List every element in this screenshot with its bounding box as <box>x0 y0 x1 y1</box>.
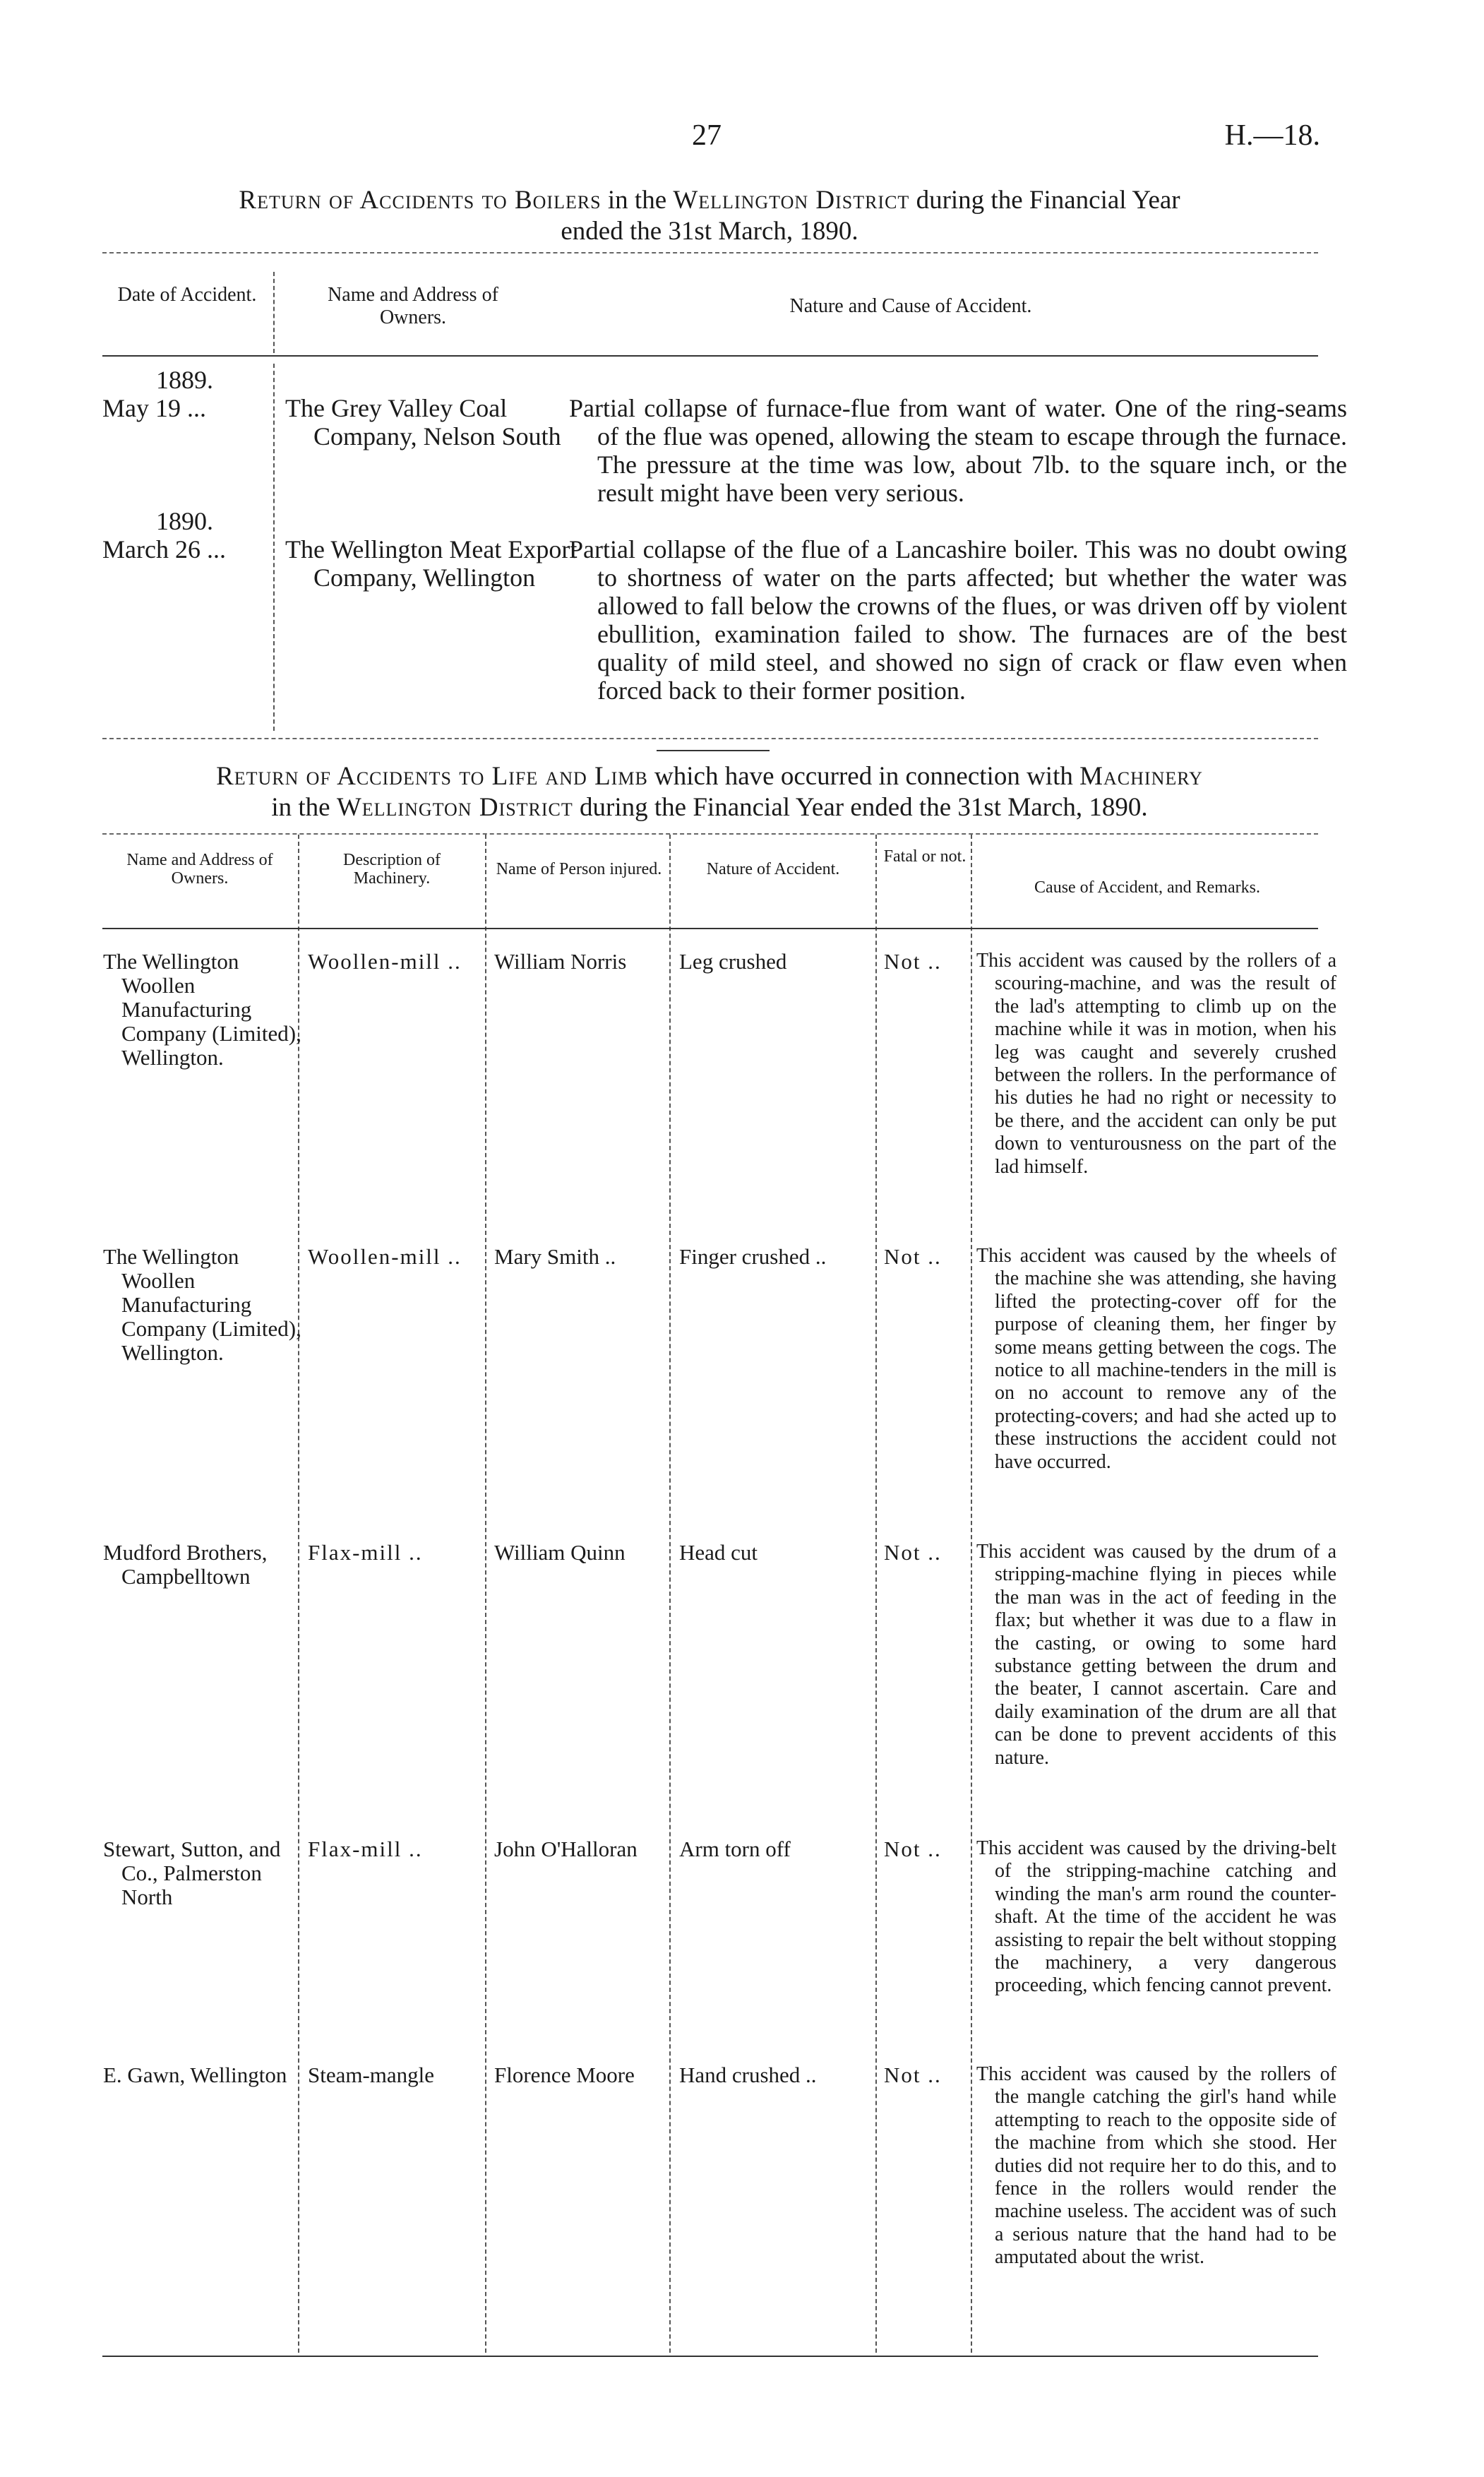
machinery-top-rule <box>102 833 1318 835</box>
boilers-row-year: 1890. <box>156 507 213 535</box>
boilers-title-caps: Return of Accidents to Boilers <box>239 186 602 215</box>
machinery-title-caps: Return of Accidents to Life and Limb <box>216 762 648 791</box>
boilers-title-mid: in the <box>601 186 674 215</box>
boilers-title-district: Wellington District <box>673 186 910 215</box>
machinery-row-machinery: Steam-mangle <box>308 2063 435 2087</box>
machinery-return-title <box>99 761 1320 823</box>
machinery-bottom-rule <box>102 2356 1318 2357</box>
machinery-header-nature: Nature of Accident. <box>706 860 840 878</box>
machinery-row-cause: This accident was caused by the driving-belt of the stripping-machine catching and winding the man's arm round the counter-shaft. At the time of the accident he was assisting to repair the belt without stopping the machinery, a very dangerous proceeding, which fencing cannot prevent. <box>976 1837 1336 1997</box>
machinery-row-nature: Head cut <box>679 1540 758 1565</box>
boilers-row-nature: Partial collapse of the flue of a Lancashire boiler. This was no doubt owing to shortness of water on the parts affected; but whether the water was allowed to fall below the crowns of the flues, or was driven off by violent ebullition, examination failed to show. The furnaces are of the best quality of mild steel, and showed no sign of crack or flaw even when forced back to their former position. <box>569 535 1347 705</box>
boilers-col-divider <box>273 272 275 353</box>
machinery-row-fatal: Not .. <box>884 949 942 974</box>
machinery-row-person: William Norris <box>494 949 627 974</box>
machinery-header-person: Name of Person injured. <box>496 860 662 878</box>
machinery-title-mid: which have occurred in connection with <box>647 762 1080 791</box>
machinery-row-cause: This accident was caused by the rollers of a scouring-machine, and was the result of the lad's attempting to climb up on the machine while it was in motion, when his leg was caught and severely crushed between the rollers. In the performance of his duties he had no right or necessity to be there, and the accident can only be put down to venturousness on the part of the lad himself. <box>976 950 1336 1178</box>
boilers-bottom-rule <box>102 738 1318 739</box>
machinery-row-nature: Finger crushed .. <box>679 1244 827 1269</box>
boilers-row-date <box>102 507 268 563</box>
machinery-row-nature: Leg crushed <box>679 949 787 974</box>
boilers-title-line2: ended the 31st March, 1890. <box>561 217 858 246</box>
machinery-row-person: William Quinn <box>494 1540 626 1565</box>
machinery-row-nature: Hand crushed .. <box>679 2063 817 2087</box>
machinery-header-fatal: Fatal or not. <box>883 847 967 866</box>
boilers-header-rule <box>102 355 1318 357</box>
machinery-row-person: Mary Smith .. <box>494 1244 616 1269</box>
page-number: 27 <box>692 119 722 152</box>
machinery-title-district: Wellington District <box>336 793 573 822</box>
section-separator <box>657 750 770 751</box>
machinery-col-divider <box>875 835 877 2353</box>
machinery-row-nature: Arm torn off <box>679 1837 791 1861</box>
machinery-row-machinery: Flax-mill .. <box>308 1540 423 1565</box>
machinery-col-divider <box>485 835 486 2353</box>
machinery-row-fatal: Not .. <box>884 2063 942 2087</box>
boilers-return-title <box>99 185 1320 247</box>
document-reference: H.—18. <box>1224 119 1320 152</box>
machinery-row-person: John O'Halloran <box>494 1837 638 1861</box>
machinery-row-owners: E. Gawn, Wellington <box>103 2063 287 2087</box>
boilers-row-owners: The Grey Valley Coal Company, Nelson South <box>285 394 561 450</box>
machinery-header-cause: Cause of Accident, and Remarks. <box>1034 878 1260 897</box>
machinery-header-rule <box>102 928 1318 929</box>
machinery-row-cause: This accident was caused by the drum of a stripping-machine flying in pieces while the man was in the act of feeding in the flax; but whether it was due to a flaw in the casting, or owing to some hard substance getting between the drum and the beater, I cannot ascertain. Care and daily examination of the drum are all that can be done to prevent accidents of this nature. <box>976 1541 1336 1769</box>
machinery-row-machinery: Woollen-mill .. <box>308 949 462 974</box>
boilers-header-owners: Name and Address of Owners. <box>328 284 498 328</box>
machinery-row-machinery: Woollen-mill .. <box>308 1244 462 1269</box>
boilers-row-date-value: March 26 ... <box>102 535 226 563</box>
boilers-row-nature: Partial collapse of furnace-flue from want of water. One of the ring-seams of the flue was opened, allowing the steam to escape through the furnace. The pressure at the time was low, about 7lb. to the square inch, or the result might have been very serious. <box>569 394 1347 507</box>
boilers-row-date-value: May 19 ... <box>102 394 206 422</box>
machinery-row-cause: This accident was caused by the wheels of the machine she was attending, she having lifted the protecting-cover off for the purpose of cleaning them, her finger by some means getting between the cogs. The notice to all machine-tenders in the mill is on no account to remove any of the protecting-covers; and had she acted up to these instructions the accident could not have occurred. <box>976 1245 1336 1473</box>
machinery-row-fatal: Not .. <box>884 1244 942 1269</box>
machinery-header-owners: Name and Address of Owners. <box>126 851 273 888</box>
machinery-row-person: Florence Moore <box>494 2063 635 2087</box>
boilers-title-end: during the Financial Year <box>909 186 1180 215</box>
boilers-header-date: Date of Accident. <box>117 284 257 306</box>
boilers-top-rule <box>102 252 1318 253</box>
machinery-col-divider <box>669 835 671 2353</box>
machinery-row-owners: Stewart, Sutton, and Co., Palmerston North <box>103 1837 281 1909</box>
machinery-row-fatal: Not .. <box>884 1540 942 1565</box>
boilers-row-date <box>102 366 268 422</box>
machinery-col-divider <box>971 835 972 2353</box>
boilers-row-year: 1889. <box>156 366 213 394</box>
machinery-row-owners: The Wellington Woollen Manufacturing Company (Limited), Wellington. <box>103 949 301 1070</box>
machinery-title-machinery: Machinery <box>1079 762 1203 791</box>
boilers-row-owners: The Wellington Meat Export Company, Wellington <box>285 535 578 592</box>
machinery-title-line2a: in the <box>271 793 337 822</box>
machinery-row-machinery: Flax-mill .. <box>308 1837 423 1861</box>
machinery-title-line2c: during the Financial Year ended the 31st March, 1890. <box>573 793 1148 822</box>
machinery-row-owners: The Wellington Woollen Manufacturing Company (Limited), Wellington. <box>103 1244 301 1365</box>
boilers-col-divider <box>273 364 275 731</box>
boilers-header-nature: Nature and Cause of Accident. <box>789 295 1032 317</box>
machinery-row-fatal: Not .. <box>884 1837 942 1861</box>
machinery-header-machinery: Description of Machinery. <box>343 851 441 888</box>
machinery-row-cause: This accident was caused by the rollers of the mangle catching the girl's hand while attempting to reach to the opposite side of the machine from which she stood. Her duties did not require her to do this, and to fence in the rollers would render the machine useless. The accident was of such a serious nature that the hand had to be amputated about the wrist. <box>976 2063 1336 2269</box>
machinery-row-owners: Mudford Brothers, Campbelltown <box>103 1540 268 1589</box>
